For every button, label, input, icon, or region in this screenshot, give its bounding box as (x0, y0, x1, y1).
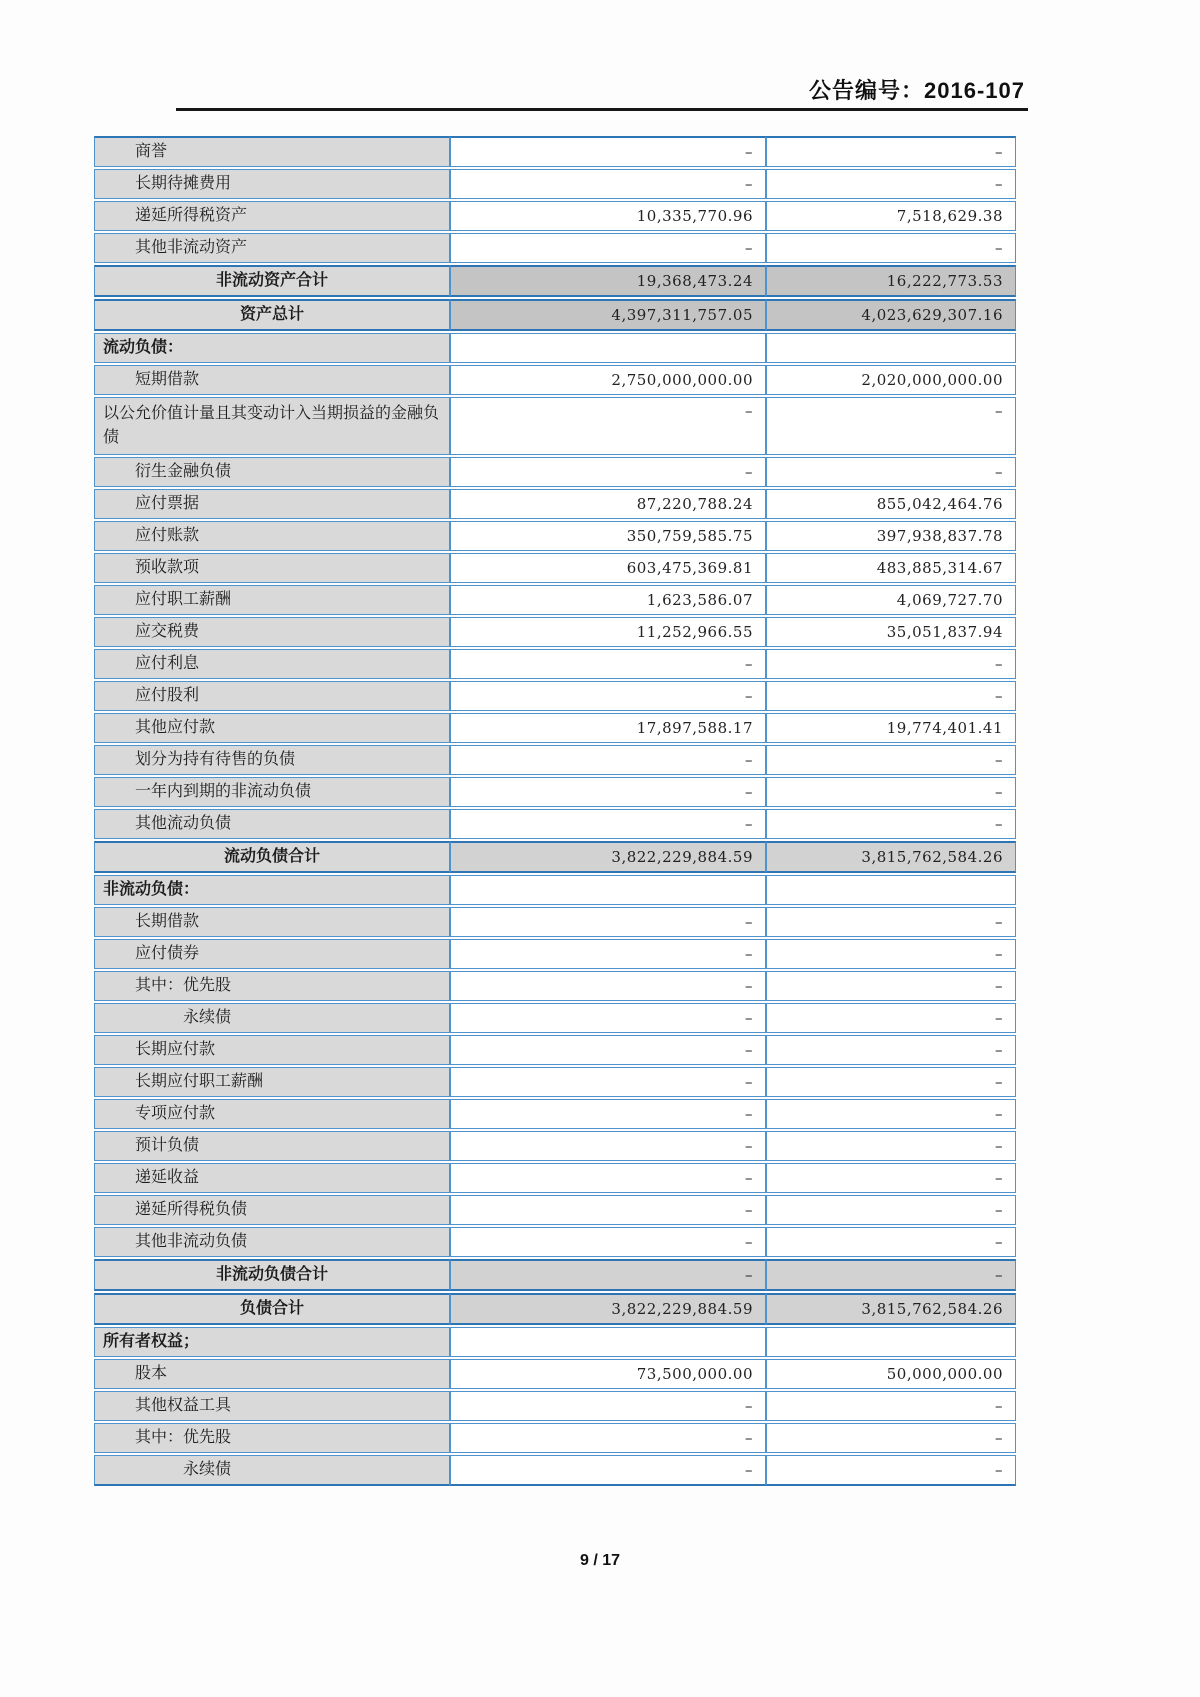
row-value-prior: 397,938,837.78 (766, 521, 1016, 551)
row-value-current: – (450, 1035, 766, 1065)
row-value-current (450, 1327, 766, 1357)
announcement-number: 公告编号：2016-107 (809, 78, 1025, 103)
row-value-prior: – (766, 1003, 1016, 1033)
row-value-current: – (450, 1067, 766, 1097)
row-label: 应付票据 (94, 489, 450, 519)
row-value-prior: – (766, 1391, 1016, 1421)
row-value-prior: 7,518,629.38 (766, 201, 1016, 231)
table-row (94, 649, 1016, 679)
row-value-current: – (450, 777, 766, 807)
page-number: 9 / 17 (579, 1552, 621, 1569)
table-row (94, 1293, 1016, 1325)
row-value-current: 3,822,229,884.59 (450, 841, 766, 873)
table-row (94, 939, 1016, 969)
row-value-prior: – (766, 971, 1016, 1001)
row-label: 递延所得税资产 (94, 201, 450, 231)
row-value-prior: – (766, 907, 1016, 937)
row-value-current: – (450, 1099, 766, 1129)
table-row (94, 201, 1016, 231)
row-value-current (450, 875, 766, 905)
table-row (94, 1131, 1016, 1161)
table-row (94, 1227, 1016, 1257)
row-value-current: – (450, 939, 766, 969)
row-value-current: 2,750,000,000.00 (450, 365, 766, 395)
row-value-current: – (450, 1195, 766, 1225)
row-value-prior: – (766, 777, 1016, 807)
row-value-prior (766, 333, 1016, 363)
row-label: 专项应付款 (94, 1099, 450, 1129)
row-value-prior: – (766, 1163, 1016, 1193)
row-label: 以公允价值计量且其变动计入当期损益的金融负债 (94, 397, 450, 455)
table-row (94, 1099, 1016, 1129)
table-row (94, 1327, 1016, 1357)
row-label: 其他权益工具 (94, 1391, 450, 1421)
row-value-current: 17,897,588.17 (450, 713, 766, 743)
row-value-prior (766, 1327, 1016, 1357)
row-value-prior: – (766, 1035, 1016, 1065)
row-value-prior: 16,222,773.53 (766, 265, 1016, 297)
header-rule (176, 108, 1028, 111)
row-label: 长期应付款 (94, 1035, 450, 1065)
row-value-current: 73,500,000.00 (450, 1359, 766, 1389)
table-row (94, 397, 1016, 455)
table-row (94, 1359, 1016, 1389)
row-value-prior: 35,051,837.94 (766, 617, 1016, 647)
row-label: 其他应付款 (94, 713, 450, 743)
table-row (94, 971, 1016, 1001)
row-value-prior: – (766, 136, 1016, 167)
row-value-prior: – (766, 1423, 1016, 1453)
table-row (94, 1195, 1016, 1225)
row-label: 应交税费 (94, 617, 450, 647)
table-row (94, 745, 1016, 775)
row-value-prior: – (766, 745, 1016, 775)
row-value-current: 11,252,966.55 (450, 617, 766, 647)
row-value-prior: – (766, 681, 1016, 711)
table-row (94, 713, 1016, 743)
row-value-current: 4,397,311,757.05 (450, 299, 766, 331)
row-label: 其他非流动负债 (94, 1227, 450, 1257)
row-label: 长期借款 (94, 907, 450, 937)
table-row (94, 136, 1016, 167)
row-value-current: 1,623,586.07 (450, 585, 766, 615)
row-value-current: – (450, 1259, 766, 1291)
row-label: 其他流动负债 (94, 809, 450, 839)
page-footer (0, 1552, 1200, 1570)
row-label: 长期应付职工薪酬 (94, 1067, 450, 1097)
row-value-current: – (450, 1391, 766, 1421)
row-label: 流动负债合计 (94, 841, 450, 873)
row-label: 应付债券 (94, 939, 450, 969)
row-label: 长期待摊费用 (94, 169, 450, 199)
row-value-current: 3,822,229,884.59 (450, 1293, 766, 1325)
row-value-current: – (450, 1131, 766, 1161)
row-label: 股本 (94, 1359, 450, 1389)
table-row (94, 1035, 1016, 1065)
row-value-current: – (450, 233, 766, 263)
row-label: 预收款项 (94, 553, 450, 583)
row-value-current: 603,475,369.81 (450, 553, 766, 583)
row-value-current (450, 333, 766, 363)
row-value-prior: – (766, 1455, 1016, 1486)
table-row (94, 489, 1016, 519)
row-value-prior: – (766, 1099, 1016, 1129)
row-value-prior: – (766, 233, 1016, 263)
row-value-current: – (450, 809, 766, 839)
row-label: 短期借款 (94, 365, 450, 395)
row-value-current: – (450, 169, 766, 199)
row-label: 商誉 (94, 136, 450, 167)
table-row (94, 1067, 1016, 1097)
table-row (94, 1423, 1016, 1453)
row-value-prior: 19,774,401.41 (766, 713, 1016, 743)
row-label: 其中：优先股 (94, 1423, 450, 1453)
row-value-current: – (450, 681, 766, 711)
row-value-prior (766, 875, 1016, 905)
balance-sheet-table (94, 136, 1016, 1488)
row-value-current: – (450, 649, 766, 679)
row-value-current: – (450, 457, 766, 487)
table-row (94, 1163, 1016, 1193)
row-label: 递延收益 (94, 1163, 450, 1193)
row-label: 负债合计 (94, 1293, 450, 1325)
table-row (94, 809, 1016, 839)
row-value-current: – (450, 971, 766, 1001)
row-value-current: – (450, 1163, 766, 1193)
table-row (94, 841, 1016, 873)
row-value-prior: 4,023,629,307.16 (766, 299, 1016, 331)
row-label: 递延所得税负债 (94, 1195, 450, 1225)
row-value-prior: – (766, 939, 1016, 969)
table-row (94, 1259, 1016, 1291)
row-value-current: – (450, 745, 766, 775)
row-value-current: 19,368,473.24 (450, 265, 766, 297)
row-label: 应付职工薪酬 (94, 585, 450, 615)
row-value-prior: – (766, 649, 1016, 679)
table-row (94, 521, 1016, 551)
row-value-prior: – (766, 1131, 1016, 1161)
table-row (94, 233, 1016, 263)
table-row (94, 553, 1016, 583)
row-value-prior: – (766, 809, 1016, 839)
row-value-prior: – (766, 1067, 1016, 1097)
row-value-current: – (450, 907, 766, 937)
table-row (94, 681, 1016, 711)
row-label: 衍生金融负债 (94, 457, 450, 487)
row-value-prior: – (766, 457, 1016, 487)
table-row (94, 617, 1016, 647)
table-row (94, 365, 1016, 395)
row-label: 所有者权益； (94, 1327, 450, 1357)
table-row (94, 875, 1016, 905)
row-value-current: – (450, 1003, 766, 1033)
row-value-prior: – (766, 169, 1016, 199)
row-label: 非流动负债合计 (94, 1259, 450, 1291)
row-value-prior: 50,000,000.00 (766, 1359, 1016, 1389)
row-value-prior: 855,042,464.76 (766, 489, 1016, 519)
table-row (94, 1455, 1016, 1486)
row-label: 其他非流动资产 (94, 233, 450, 263)
row-value-current: 10,335,770.96 (450, 201, 766, 231)
row-label: 应付利息 (94, 649, 450, 679)
row-label: 应付股利 (94, 681, 450, 711)
row-value-prior: – (766, 1259, 1016, 1291)
row-value-current: – (450, 136, 766, 167)
row-label: 永续债 (94, 1003, 450, 1033)
row-value-prior: 2,020,000,000.00 (766, 365, 1016, 395)
row-label: 其中：优先股 (94, 971, 450, 1001)
table-row (94, 1391, 1016, 1421)
row-value-prior: 4,069,727.70 (766, 585, 1016, 615)
row-label: 一年内到期的非流动负债 (94, 777, 450, 807)
row-value-current: – (450, 1455, 766, 1486)
table-row (94, 585, 1016, 615)
table-row (94, 777, 1016, 807)
table-row (94, 265, 1016, 297)
row-value-current: 350,759,585.75 (450, 521, 766, 551)
row-value-prior: 483,885,314.67 (766, 553, 1016, 583)
table-row (94, 1003, 1016, 1033)
table-row (94, 299, 1016, 331)
row-value-prior: – (766, 1227, 1016, 1257)
row-value-prior: – (766, 397, 1016, 455)
table-row (94, 333, 1016, 363)
row-label: 资产总计 (94, 299, 450, 331)
row-label: 永续债 (94, 1455, 450, 1486)
row-label: 预计负债 (94, 1131, 450, 1161)
row-value-current: – (450, 397, 766, 455)
row-value-current: – (450, 1423, 766, 1453)
table-row (94, 457, 1016, 487)
row-value-current: 87,220,788.24 (450, 489, 766, 519)
row-value-current: – (450, 1227, 766, 1257)
table-row (94, 907, 1016, 937)
row-label: 划分为持有待售的负债 (94, 745, 450, 775)
table-row (94, 169, 1016, 199)
row-value-prior: 3,815,762,584.26 (766, 1293, 1016, 1325)
row-label: 非流动负债： (94, 875, 450, 905)
row-label: 应付账款 (94, 521, 450, 551)
row-value-prior: 3,815,762,584.26 (766, 841, 1016, 873)
row-label: 流动负债： (94, 333, 450, 363)
row-label: 非流动资产合计 (94, 265, 450, 297)
row-value-prior: – (766, 1195, 1016, 1225)
